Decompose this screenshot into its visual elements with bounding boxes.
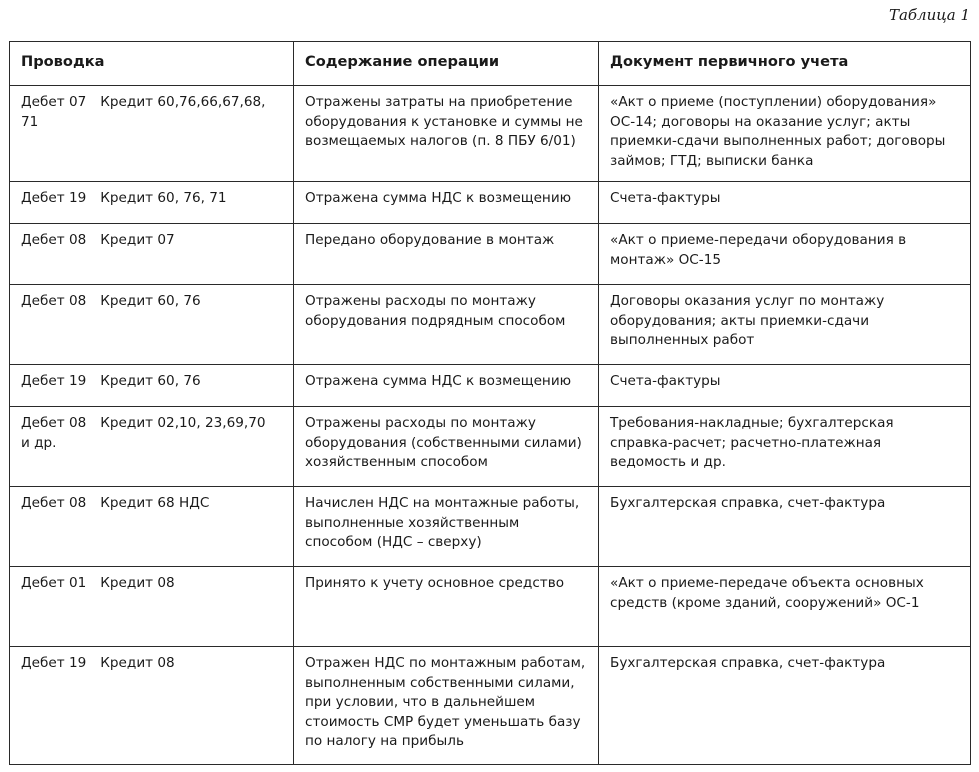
header-document: Документ первичного учета	[599, 42, 971, 86]
table-row	[10, 365, 971, 407]
operation-description: Отражена сумма НДС к возмещению	[294, 365, 599, 407]
table-caption: Таблица 1	[888, 6, 970, 24]
primary-document: Бухгалтерская справка, счет-фактура	[599, 487, 971, 567]
primary-document: Договоры оказания услуг по монтажу оборудования; акты приемки-сдачи выполненных работ	[599, 285, 971, 365]
primary-document: Счета-фактуры	[599, 365, 971, 407]
table-row	[10, 487, 971, 567]
entry-cell	[10, 487, 294, 567]
primary-document: Счета-фактуры	[599, 182, 971, 224]
primary-document: «Акт о приеме-передачи оборудования в монтаж» ОС-15	[599, 224, 971, 285]
table-row	[10, 285, 971, 365]
operation-description: Принято к учету основное средство	[294, 567, 599, 647]
debit-account: Дебет 19	[21, 190, 87, 206]
operation-description: Отражена сумма НДС к возмещению	[294, 182, 599, 224]
entry-cell	[10, 567, 294, 647]
credit-account: Кредит 07	[100, 232, 175, 248]
debit-account: Дебет 01	[21, 575, 87, 591]
entry-cell	[10, 224, 294, 285]
entry-cell	[10, 647, 294, 765]
operation-description: Отражен НДС по монтажным работам, выполненным собственными силами, при условии, что в дальнейшем стоимость СМР будет уменьшать базу по налогу на прибыль	[294, 647, 599, 765]
table-body	[10, 86, 971, 765]
debit-account: Дебет 08	[21, 495, 87, 511]
table-row	[10, 182, 971, 224]
header-description: Содержание операции	[294, 42, 599, 86]
credit-account: Кредит 08	[100, 575, 175, 591]
debit-account: Дебет 19	[21, 655, 87, 671]
debit-account: Дебет 07	[21, 94, 87, 110]
operation-description: Начислен НДС на монтажные работы, выполненные хозяйственным способом (НДС – сверху)	[294, 487, 599, 567]
table-row	[10, 86, 971, 182]
credit-account: Кредит 02,10, 23,69,70	[100, 415, 266, 431]
operation-description: Отражены расходы по монтажу оборудования подрядным способом	[294, 285, 599, 365]
entry-cell	[10, 285, 294, 365]
operation-description: Отражены затраты на приобретение оборудования к установке и суммы не возмещаемых налогов (п. 8 ПБУ 6/01)	[294, 86, 599, 182]
header-entry: Проводка	[10, 42, 294, 86]
accounting-entries-table	[9, 41, 971, 765]
credit-account: Кредит 08	[100, 655, 175, 671]
primary-document: «Акт о приеме-передаче объекта основных средств (кроме зданий, сооружений» ОС-1	[599, 567, 971, 647]
primary-document: «Акт о приеме (поступлении) оборудования» ОС-14; договоры на оказание услуг; акты приемки-сдачи выполненных работ; договоры займов; ГТД; выписки банка	[599, 86, 971, 182]
credit-account: Кредит 60, 76	[100, 373, 201, 389]
entry-cell	[10, 86, 294, 182]
operation-description: Отражены расходы по монтажу оборудования (собственными силами) хозяйственным способом	[294, 407, 599, 487]
entry-cell	[10, 182, 294, 224]
credit-account: Кредит 60, 76	[100, 293, 201, 309]
entry-cell	[10, 407, 294, 487]
debit-account: Дебет 08	[21, 293, 87, 309]
table-row	[10, 567, 971, 647]
credit-account: Кредит 60, 76, 71	[100, 190, 227, 206]
entry-extra: и др.	[21, 434, 57, 451]
credit-account: Кредит 68 НДС	[100, 495, 210, 511]
operation-description: Передано оборудование в монтаж	[294, 224, 599, 285]
table-row	[10, 224, 971, 285]
table-row	[10, 647, 971, 765]
debit-account: Дебет 19	[21, 373, 87, 389]
table-row	[10, 407, 971, 487]
table-header	[10, 42, 971, 86]
header-row	[10, 42, 971, 86]
primary-document: Бухгалтерская справка, счет-фактура	[599, 647, 971, 765]
credit-account: Кредит 60,76,66,67,68, 71	[21, 94, 266, 130]
debit-account: Дебет 08	[21, 415, 87, 431]
primary-document: Требования-накладные; бухгалтерская справка-расчет; расчетно-платежная ведомость и др.	[599, 407, 971, 487]
entry-cell	[10, 365, 294, 407]
debit-account: Дебет 08	[21, 232, 87, 248]
